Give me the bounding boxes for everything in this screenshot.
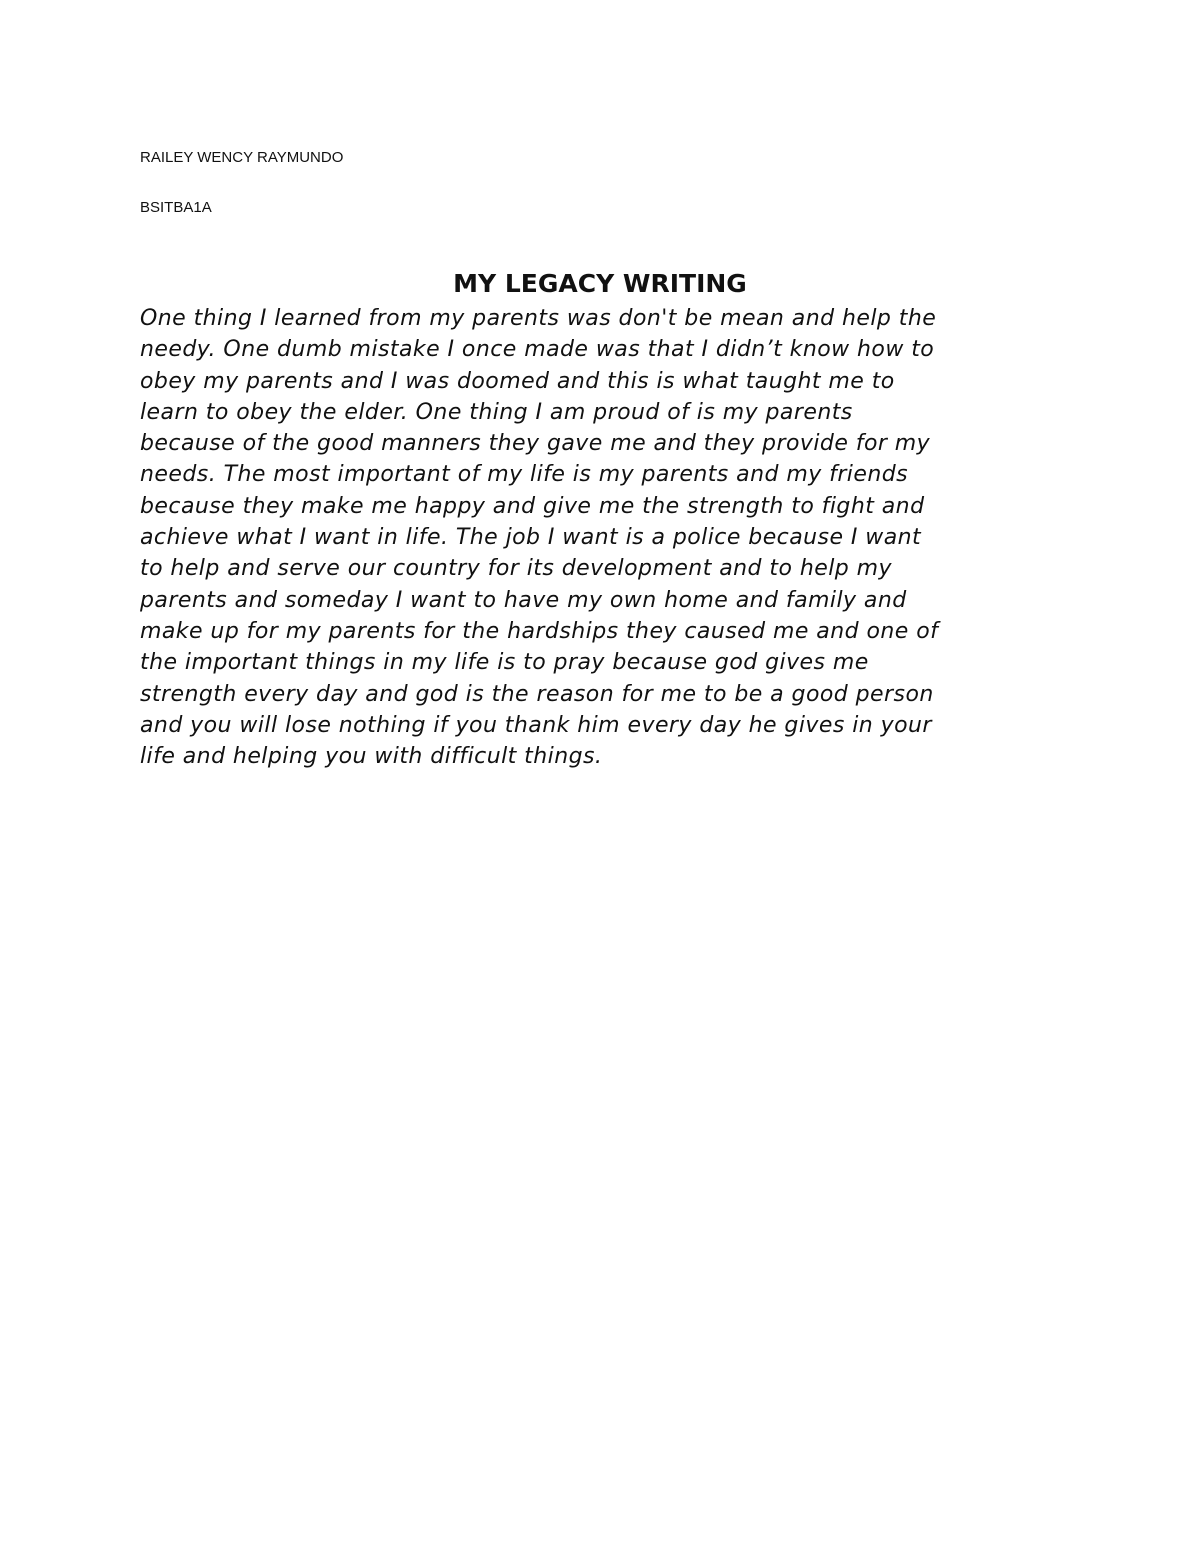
essay-line: parents and someday I want to have my own home and family and [140, 587, 907, 613]
essay-line: learn to obey the elder. One thing I am proud of is my parents [140, 399, 853, 425]
essay-line: needs. The most important of my life is my parents and my friends [140, 462, 909, 488]
essay-line: make up for my parents for the hardships they caused me and one of [140, 618, 939, 644]
essay-line: the important things in my life is to pray because god gives me [140, 650, 869, 676]
student-name: RAILEY WENCY RAYMUNDO [140, 149, 344, 166]
essay-line: needy. One dumb mistake I once made was that I didn’t know how to [140, 337, 935, 363]
essay-body [140, 303, 1060, 772]
essay-line: life and helping you with difficult things. [140, 744, 603, 770]
essay-line: strength every day and god is the reason for me to be a good person [140, 681, 934, 707]
essay-line: obey my parents and I was doomed and this is what taught me to [140, 368, 895, 394]
essay-line: to help and serve our country for its development and to help my [140, 556, 892, 582]
essay-line: because of the good manners they gave me and they provide for my [140, 431, 931, 457]
essay-line: because they make me happy and give me the strength to fight and [140, 493, 925, 519]
essay-line: One thing I learned from my parents was don't be mean and help the [140, 306, 937, 331]
essay-line: and you will lose nothing if you thank him every day he gives in your [140, 712, 932, 738]
document-title: MY LEGACY WRITING [453, 269, 747, 298]
essay-line: achieve what I want in life. The job I want is a police because I want [140, 525, 922, 551]
student-section: BSITBA1A [140, 199, 212, 216]
